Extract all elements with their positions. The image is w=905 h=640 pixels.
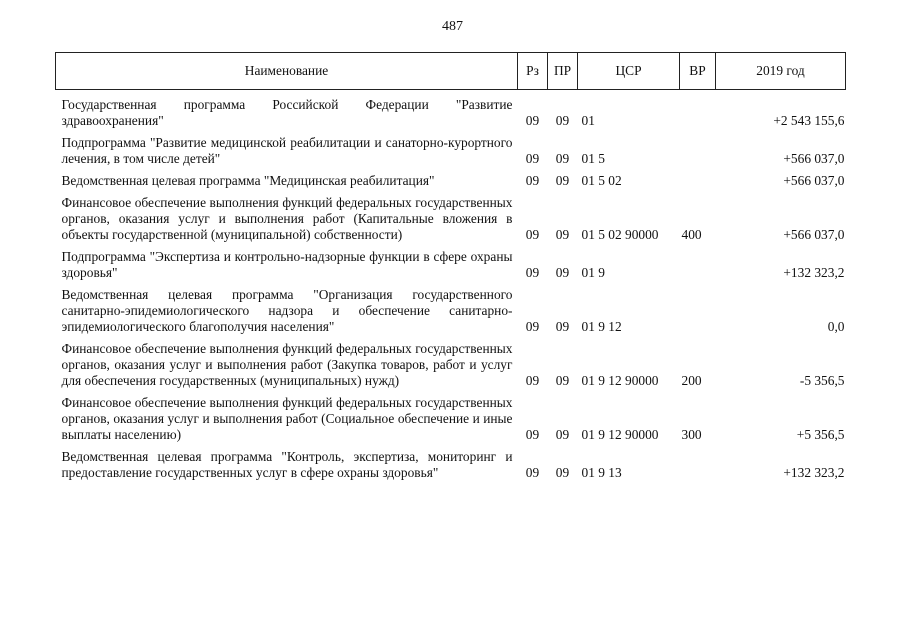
row-csr: 01 9 13 xyxy=(581,465,622,480)
header-vr: ВР xyxy=(680,53,716,90)
table-header xyxy=(56,53,846,90)
row-csr: 01 9 12 xyxy=(581,319,622,334)
header-pr: ПР xyxy=(548,53,578,90)
row-rz: 09 xyxy=(525,465,540,480)
row-rz: 09 xyxy=(525,427,540,442)
row-csr: 01 9 12 90000 xyxy=(581,373,659,388)
header-name: Наименование xyxy=(56,53,518,90)
row-amount: -5 356,5 xyxy=(799,373,845,388)
budget-table xyxy=(55,52,846,487)
row-vr xyxy=(680,449,716,487)
row-csr: 01 5 02 90000 xyxy=(581,227,659,242)
row-name: Государственная программа Российской Федерации "Развитие здравоохранения" xyxy=(61,97,513,128)
row-rz: 09 xyxy=(525,265,540,280)
row-name: Ведомственная целевая программа "Медицинская реабилитация" xyxy=(61,173,435,188)
row-name: Подпрограмма "Развитие медицинской реабилитации и санаторно-курортного лечения, в том числе детей" xyxy=(61,135,513,166)
header-csr: ЦСР xyxy=(578,53,680,90)
row-vr xyxy=(680,287,716,341)
row-csr: 01 5 02 xyxy=(581,173,622,188)
row-rz: 09 xyxy=(525,113,540,128)
table-row xyxy=(56,135,846,173)
row-name: Подпрограмма "Экспертиза и контрольно-надзорные функции в сфере охраны здоровья" xyxy=(61,249,513,280)
row-csr: 01 9 xyxy=(581,265,605,280)
row-vr xyxy=(680,97,716,135)
row-amount: 0,0 xyxy=(827,319,845,334)
row-amount: +132 323,2 xyxy=(783,265,845,280)
row-vr xyxy=(680,249,716,287)
table-row xyxy=(56,249,846,287)
row-rz: 09 xyxy=(525,227,540,242)
row-amount: +566 037,0 xyxy=(783,227,845,242)
table-row xyxy=(56,97,846,135)
row-rz: 09 xyxy=(525,319,540,334)
table-row xyxy=(56,341,846,395)
row-pr: 09 xyxy=(555,319,570,334)
row-amount: +5 356,5 xyxy=(796,427,845,442)
row-pr: 09 xyxy=(555,265,570,280)
row-vr: 400 xyxy=(681,227,702,242)
table-body xyxy=(56,90,846,488)
row-pr: 09 xyxy=(555,227,570,242)
row-rz: 09 xyxy=(525,373,540,388)
row-vr xyxy=(680,135,716,173)
row-pr: 09 xyxy=(555,151,570,166)
row-name: Ведомственная целевая программа "Контроль, экспертиза, мониторинг и предоставление государственных услуг в сфере охраны здоровья" xyxy=(61,449,513,480)
row-name: Финансовое обеспечение выполнения функций федеральных государственных органов, оказания услуг и выполнения работ (Социальное обеспечение и иные выплаты населению) xyxy=(61,395,513,442)
row-pr: 09 xyxy=(555,465,570,480)
row-pr: 09 xyxy=(555,113,570,128)
row-pr: 09 xyxy=(555,427,570,442)
table-row xyxy=(56,195,846,249)
row-rz: 09 xyxy=(525,173,540,188)
row-csr: 01 9 12 90000 xyxy=(581,427,659,442)
row-amount: +2 543 155,6 xyxy=(773,113,845,128)
row-csr: 01 5 xyxy=(581,151,605,166)
table-row xyxy=(56,395,846,449)
row-vr: 200 xyxy=(681,373,702,388)
row-pr: 09 xyxy=(555,373,570,388)
row-amount: +566 037,0 xyxy=(783,151,845,166)
table-row xyxy=(56,173,846,195)
page-number: 487 xyxy=(442,19,463,34)
header-year: 2019 год xyxy=(716,53,846,90)
table-row xyxy=(56,449,846,487)
row-vr: 300 xyxy=(681,427,702,442)
row-amount: +566 037,0 xyxy=(783,173,845,188)
row-rz: 09 xyxy=(525,151,540,166)
row-csr: 01 xyxy=(581,113,595,128)
row-name: Финансовое обеспечение выполнения функций федеральных государственных органов, оказания услуг и выполнения работ (Капитальные вложения в объекты государственной (муниципальной) собственности) xyxy=(61,195,513,242)
row-vr xyxy=(680,173,716,195)
row-amount: +132 323,2 xyxy=(783,465,845,480)
row-pr: 09 xyxy=(555,173,570,188)
row-name: Финансовое обеспечение выполнения функций федеральных государственных органов, оказания услуг и выполнения работ (Закупка товаров, работ и услуг для обеспечения государственных (муниципальных) нужд) xyxy=(61,341,513,388)
row-name: Ведомственная целевая программа "Организация государственного санитарно-эпидемиологического надзора и обеспечение санитарно-эпидемиологического благополучия населения" xyxy=(61,287,513,334)
header-rz: Рз xyxy=(518,53,548,90)
table-row xyxy=(56,287,846,341)
